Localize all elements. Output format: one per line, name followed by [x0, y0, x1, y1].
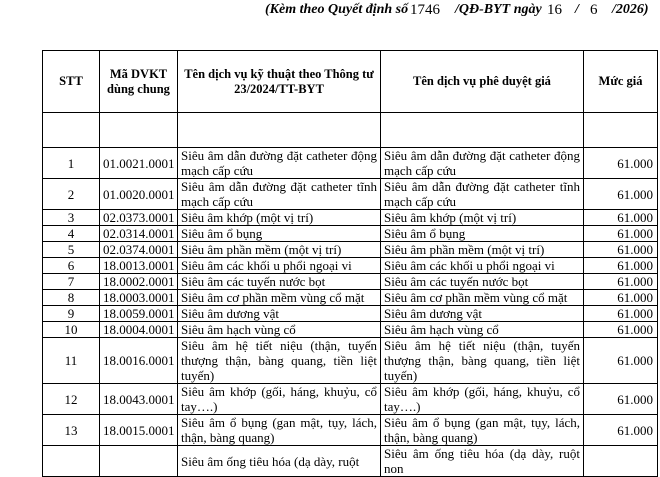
cell-code: 01.0021.0001	[100, 148, 178, 179]
date-separator: /	[575, 2, 579, 17]
decision-year: /2026)	[612, 2, 649, 17]
cell-code: 02.0373.0001	[100, 210, 178, 226]
table-spacer-row	[43, 113, 658, 148]
cell-stt: 4	[43, 226, 100, 242]
cell-code: 18.0016.0001	[100, 338, 178, 384]
cell-code: 18.0043.0001	[100, 384, 178, 415]
cell-approved-name: Siêu âm hạch vùng cổ	[381, 322, 584, 338]
cell-price: 61.000	[584, 148, 658, 179]
cell-code: 18.0013.0001	[100, 258, 178, 274]
cell-approved-name: Siêu âm các tuyến nước bọt	[381, 274, 584, 290]
cell-approved-name: Siêu âm ống tiêu hóa (dạ dày, ruột non	[381, 446, 584, 477]
decision-number: 1746	[410, 2, 440, 18]
cell-approved-name: Siêu âm phần mềm (một vị trí)	[381, 242, 584, 258]
cell-price: 61.000	[584, 274, 658, 290]
table-row	[43, 290, 658, 306]
cell-price: 61.000	[584, 306, 658, 322]
cell-stt: 3	[43, 210, 100, 226]
cell-service-name: Siêu âm ổ bụng (gan mật, tụy, lách, thận, bàng quang)	[178, 415, 381, 446]
cell-service-name: Siêu âm ống tiêu hóa (dạ dày, ruột	[178, 446, 381, 477]
cell-code: 18.0002.0001	[100, 274, 178, 290]
cell-approved-name: Siêu âm các khối u phổi ngoại vi	[381, 258, 584, 274]
cell-code: 18.0059.0001	[100, 306, 178, 322]
cell-price: 61.000	[584, 290, 658, 306]
cell-service-name: Siêu âm dẫn đường đặt catheter tĩnh mạch cấp cứu	[178, 179, 381, 210]
cell-code: 02.0374.0001	[100, 242, 178, 258]
cell-price: 61.000	[584, 258, 658, 274]
cell-service-name: Siêu âm các khối u phổi ngoại vi	[178, 258, 381, 274]
cell-stt: 1	[43, 148, 100, 179]
header-middle: /QĐ-BYT ngày	[455, 2, 542, 17]
cell-service-name: Siêu âm khớp (một vị trí)	[178, 210, 381, 226]
cell-approved-name: Siêu âm khớp (một vị trí)	[381, 210, 584, 226]
cell-service-name: Siêu âm hạch vùng cổ	[178, 322, 381, 338]
cell-stt: 2	[43, 179, 100, 210]
cell-approved-name: Siêu âm ổ bụng (gan mật, tụy, lách, thận, bàng quang)	[381, 415, 584, 446]
cell-price: 61.000	[584, 242, 658, 258]
table-row	[43, 415, 658, 446]
cell-price: 61.000	[584, 415, 658, 446]
cell-service-name: Siêu âm hệ tiết niệu (thận, tuyến thượng thận, bàng quang, tiền liệt tuyến)	[178, 338, 381, 384]
col-header-code: Mã DVKT dùng chung	[100, 51, 178, 113]
price-table	[42, 50, 658, 477]
cell-price: 61.000	[584, 210, 658, 226]
table-row	[43, 384, 658, 415]
cell-stt: 10	[43, 322, 100, 338]
col-header-price: Mức giá	[584, 51, 658, 113]
decision-month: 6	[590, 2, 598, 18]
table-row	[43, 446, 658, 477]
table-row	[43, 210, 658, 226]
cell-stt: 11	[43, 338, 100, 384]
table-row	[43, 226, 658, 242]
cell-service-name: Siêu âm dẫn đường đặt catheter động mạch cấp cứu	[178, 148, 381, 179]
cell-stt	[43, 446, 100, 477]
cell-code	[100, 446, 178, 477]
cell-stt: 12	[43, 384, 100, 415]
cell-approved-name: Siêu âm dẫn đường đặt catheter tĩnh mạch cấp cứu	[381, 179, 584, 210]
cell-stt: 7	[43, 274, 100, 290]
cell-price: 61.000	[584, 322, 658, 338]
cell-stt: 9	[43, 306, 100, 322]
cell-service-name: Siêu âm ổ bụng	[178, 226, 381, 242]
table-row	[43, 258, 658, 274]
cell-service-name: Siêu âm dương vật	[178, 306, 381, 322]
table-row	[43, 148, 658, 179]
cell-approved-name: Siêu âm dương vật	[381, 306, 584, 322]
cell-approved-name: Siêu âm khớp (gối, háng, khuỷu, cổ tay….)	[381, 384, 584, 415]
cell-price: 61.000	[584, 226, 658, 242]
col-header-stt: STT	[43, 51, 100, 113]
table-row	[43, 179, 658, 210]
cell-code: 02.0314.0001	[100, 226, 178, 242]
col-header-approved-name: Tên dịch vụ phê duyệt giá	[381, 51, 584, 113]
cell-service-name: Siêu âm cơ phần mềm vùng cổ mặt	[178, 290, 381, 306]
col-header-service-name: Tên dịch vụ kỹ thuật theo Thông tư 23/2024/TT-BYT	[178, 51, 381, 113]
cell-approved-name: Siêu âm ổ bụng	[381, 226, 584, 242]
cell-stt: 13	[43, 415, 100, 446]
header-prefix: (Kèm theo Quyết định số	[265, 2, 409, 17]
cell-approved-name: Siêu âm dẫn đường đặt catheter động mạch cấp cứu	[381, 148, 584, 179]
table-row	[43, 242, 658, 258]
cell-approved-name: Siêu âm cơ phần mềm vùng cổ mặt	[381, 290, 584, 306]
table-row	[43, 274, 658, 290]
cell-price: 61.000	[584, 338, 658, 384]
cell-price	[584, 446, 658, 477]
document-header	[0, 0, 660, 22]
cell-price: 61.000	[584, 179, 658, 210]
cell-approved-name: Siêu âm hệ tiết niệu (thận, tuyến thượng thận, bàng quang, tiền liệt tuyến)	[381, 338, 584, 384]
cell-service-name: Siêu âm khớp (gối, háng, khuỷu, cổ tay….)	[178, 384, 381, 415]
cell-code: 18.0003.0001	[100, 290, 178, 306]
table-header-row	[43, 51, 658, 113]
cell-code: 01.0020.0001	[100, 179, 178, 210]
cell-service-name: Siêu âm các tuyến nước bọt	[178, 274, 381, 290]
cell-stt: 5	[43, 242, 100, 258]
table-row	[43, 306, 658, 322]
table-row	[43, 322, 658, 338]
cell-service-name: Siêu âm phần mềm (một vị trí)	[178, 242, 381, 258]
decision-day: 16	[547, 2, 562, 18]
cell-stt: 8	[43, 290, 100, 306]
cell-stt: 6	[43, 258, 100, 274]
cell-price: 61.000	[584, 384, 658, 415]
cell-code: 18.0015.0001	[100, 415, 178, 446]
table-row	[43, 338, 658, 384]
cell-code: 18.0004.0001	[100, 322, 178, 338]
